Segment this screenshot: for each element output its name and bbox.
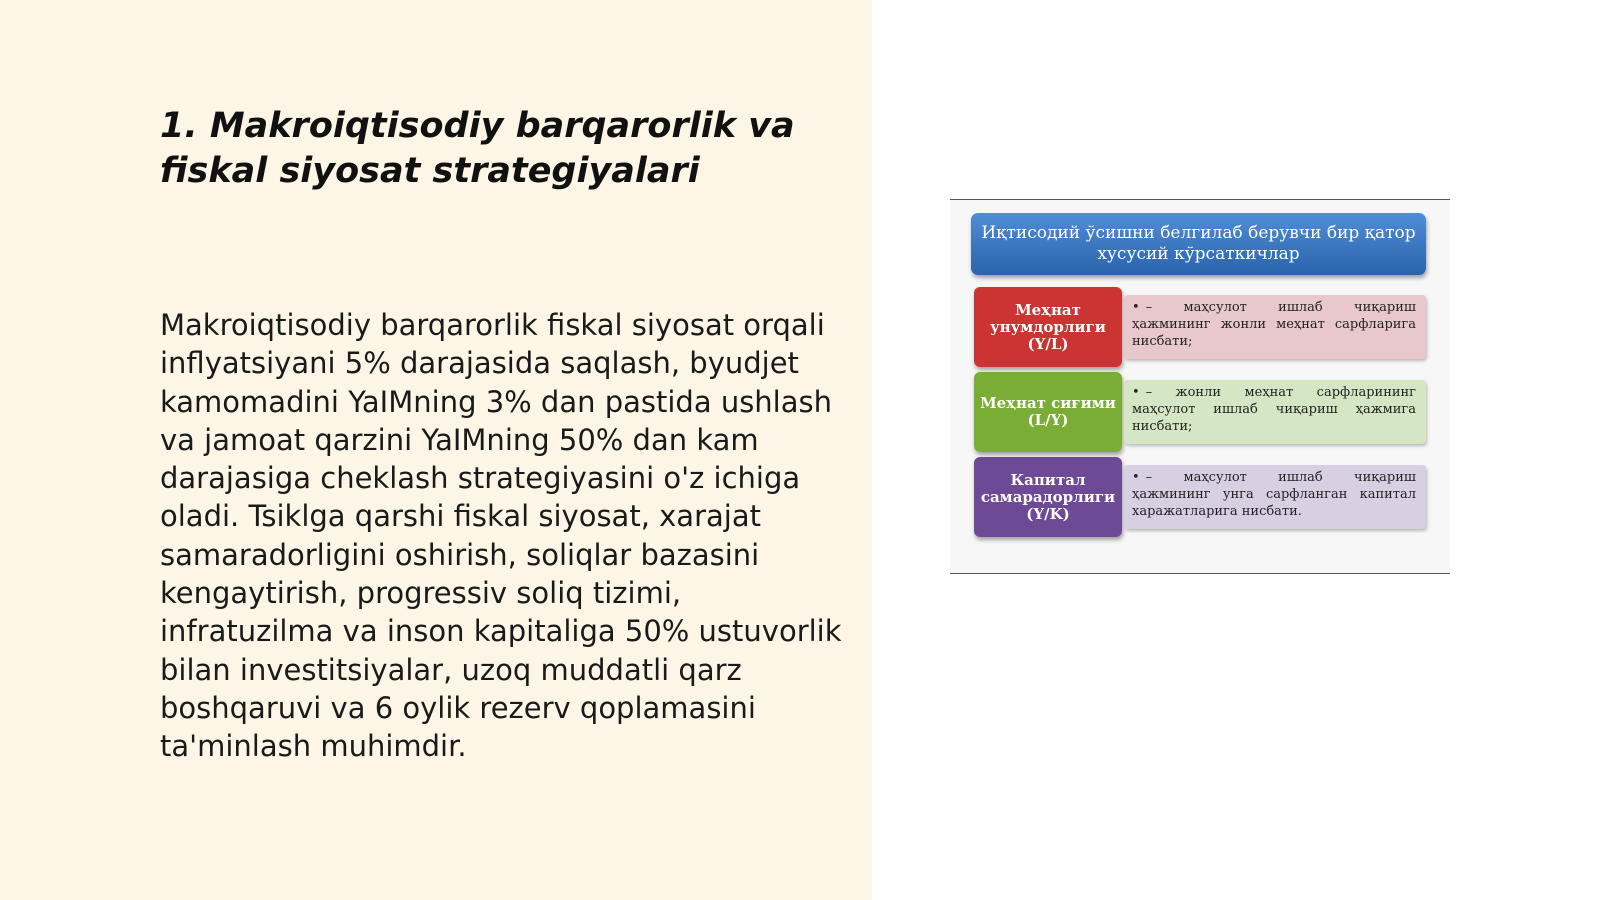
- slide-title: 1. Makroiqtisodiy barqarorlik va fiskal siyosat strategiyalari: [160, 106, 795, 191]
- bullet-icon: •: [1132, 470, 1140, 485]
- figure-header: Иқтисодий ўсишни белгилаб берувчи бир қатор хусусий кўрсаткичлар: [971, 213, 1426, 275]
- row-label: Меҳнат сиғими (L/Y): [974, 372, 1122, 452]
- figure-row-labor-intensity: [974, 372, 1426, 452]
- row-description: [1124, 465, 1426, 529]
- row-label: Капитал самарадорлиги (Y/K): [974, 457, 1122, 537]
- row-description-text: – маҳсулот ишлаб чиқариш ҳажмининг унга сарфланган капитал харажатларига нисбати.: [1132, 470, 1416, 519]
- row-description-text: – маҳсулот ишлаб чиқариш ҳажмининг жонли меҳнат сарфларига нисбати;: [1132, 300, 1416, 349]
- figure-row-capital-efficiency: [974, 457, 1426, 537]
- row-description: [1124, 295, 1426, 359]
- row-label: Меҳнат унумдорлиги (Y/L): [974, 287, 1122, 367]
- figure-row-labor-productivity: [974, 287, 1426, 367]
- bullet-icon: •: [1132, 385, 1140, 400]
- indicators-figure: [950, 199, 1450, 574]
- bullet-icon: •: [1132, 300, 1140, 315]
- row-description-text: – жонли меҳнат сарфларининг маҳсулот ишлаб чиқариш ҳажмига нисбати;: [1132, 385, 1416, 434]
- row-description: [1124, 380, 1426, 444]
- slide-body-text: Makroiqtisodiy barqarorlik fiskal siyosat orqali inflyatsiyani 5% darajasida saqlash, byudjet kamomadini YaIMning 3% dan pastida ushlash va jamoat qarzini YaIMning 50% dan kam darajasiga cheklash strategiyasini o'z ichiga oladi. Tsiklga qarshi fiskal siyosat, xarajat samaradorligini oshirish, soliqlar bazasini kengaytirish, progressiv soliq tizimi, infratuzilma va inson kapitaliga 50% ustuvorlik bilan investitsiyalar, uzoq muddatli qarz boshqaruvi va 6 oylik rezerv qoplamasini ta'minlash muhimdir.: [160, 308, 842, 764]
